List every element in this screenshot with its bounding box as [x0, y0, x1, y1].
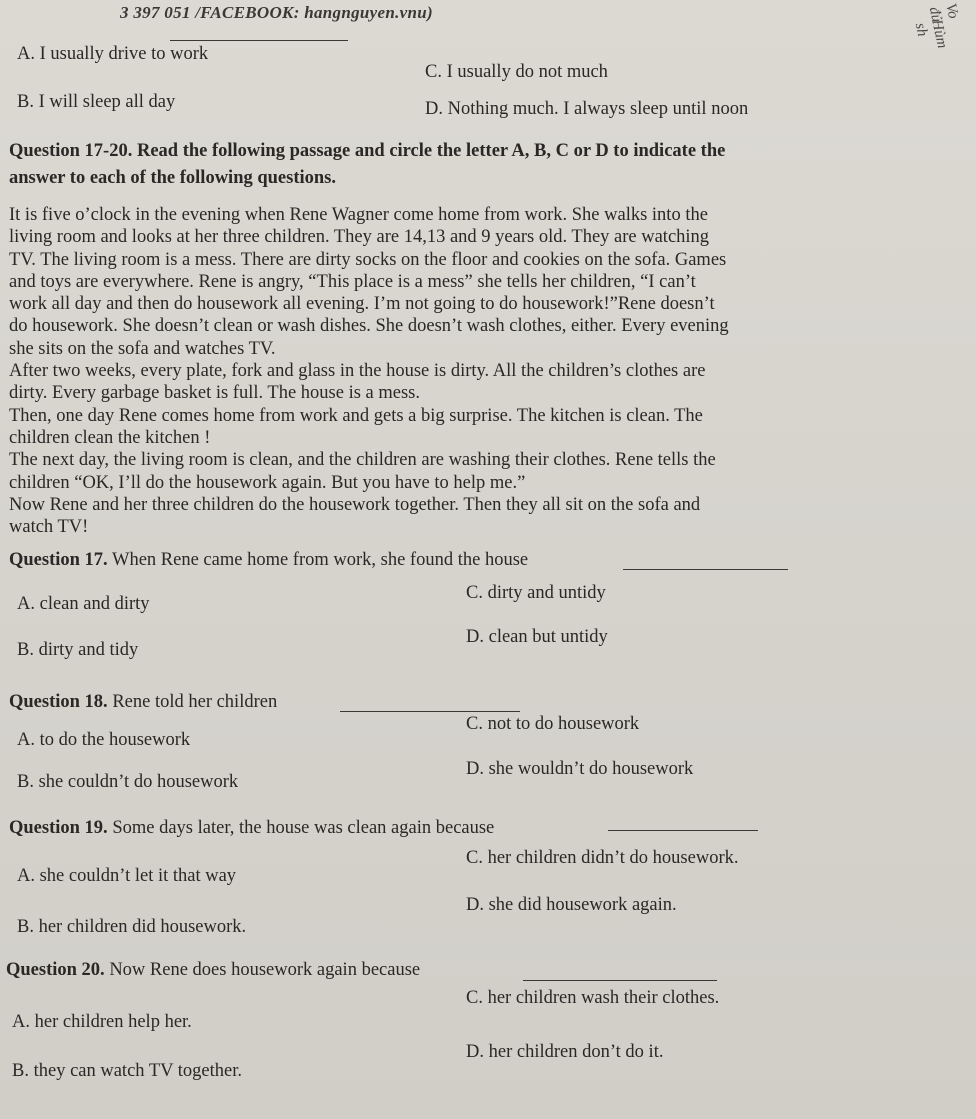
section-title: Question 17-20. Read the following passage and circle the letter A, B, C or D to indicate the	[9, 141, 726, 161]
passage-line: living room and looks at her three children. They are 14,13 and 9 years old. They are watching	[9, 227, 710, 248]
q20-option-a: A. her children help her.	[12, 1012, 192, 1032]
answer-blank	[608, 830, 758, 831]
q17-option-b: B. dirty and tidy	[17, 640, 139, 660]
question-label: Question 17.	[9, 550, 108, 570]
q19-option-a: A. she couldn’t let it that way	[17, 866, 237, 886]
answer-blank	[623, 569, 788, 570]
passage-line: children “OK, I’ll do the housework again. But you have to help me.”	[9, 472, 526, 493]
q20-option-c: C. her children wash their clothes.	[466, 988, 720, 1008]
passage-line: TV. The living room is a mess. There are dirty socks on the floor and cookies on the sofa. Games	[9, 249, 727, 270]
reading-passage	[9, 204, 729, 538]
q19-option-c: C. her children didn’t do housework.	[466, 848, 739, 868]
q20-option-b: B. they can watch TV together.	[12, 1061, 242, 1081]
page-header: 3 397 051 /FACEBOOK: hangnguyen.vnu)	[120, 3, 433, 22]
question-label: Question 20.	[6, 960, 105, 980]
passage-line: It is five o’clock in the evening when Rene Wagner come home from work. She walks into the	[9, 205, 708, 225]
question-label: Question 18.	[9, 692, 108, 712]
question-text: Rene told her children	[112, 692, 278, 712]
q20-option-d: D. her children don’t do it.	[466, 1042, 664, 1062]
q17-option-a: A. clean and dirty	[17, 594, 150, 614]
answer-blank	[523, 980, 717, 981]
passage-line: After two weeks, every plate, fork and glass in the house is dirty. All the children’s clothes are	[9, 361, 706, 382]
question-17-stem	[9, 551, 528, 570]
q17-option-d: D. clean but untidy	[466, 627, 608, 647]
q18-option-b: B. she couldn’t do housework	[17, 772, 239, 792]
q18-option-d: D. she wouldn’t do housework	[466, 759, 694, 779]
q19-option-b: B. her children did housework.	[17, 917, 247, 937]
q17-option-c: C. dirty and untidy	[466, 583, 606, 603]
header-underline	[170, 40, 348, 41]
answer-blank	[340, 711, 520, 712]
passage-line: do housework. She doesn’t clean or wash dishes. She doesn’t wash clothes, either. Every evening	[9, 316, 729, 337]
question-label: Question 19.	[9, 818, 108, 838]
margin-note: Vo đủ	[925, 2, 962, 24]
question-20-stem	[6, 961, 420, 980]
passage-line: watch TV!	[9, 517, 89, 538]
q18-option-c: C. not to do housework	[466, 714, 640, 734]
passage-line: dirty. Every garbage basket is full. The house is a mess.	[9, 383, 421, 404]
passage-line: she sits on the sofa and watches TV.	[9, 338, 276, 359]
passage-line: The next day, the living room is clean, and the children are washing their clothes. Rene tells the	[9, 450, 716, 471]
prev-option-d: D. Nothing much. I always sleep until noon	[425, 99, 749, 119]
prev-option-c: C. I usually do not much	[425, 62, 608, 82]
passage-line: and toys are everywhere. Rene is angry, “This place is a mess” she tells her children, “I can’t	[9, 271, 696, 292]
margin-note: Hùm sh	[911, 18, 951, 50]
question-text: When Rene came home from work, she found the house	[111, 550, 529, 570]
question-19-stem	[9, 819, 494, 838]
question-text: Now Rene does housework again because	[109, 960, 421, 980]
question-18-stem	[9, 693, 277, 712]
prev-option-b: B. I will sleep all day	[17, 92, 176, 112]
passage-line: Then, one day Rene comes home from work and gets a big surprise. The kitchen is clean. The	[9, 405, 703, 426]
passage-line: children clean the kitchen !	[9, 427, 211, 448]
passage-line: Now Rene and her three children do the housework together. Then they all sit on the sofa and	[9, 494, 701, 515]
prev-option-a: A. I usually drive to work	[17, 44, 209, 64]
q18-option-a: A. to do the housework	[17, 730, 191, 750]
passage-line: work all day and then do housework all evening. I’m not going to do housework!”Rene doesn’t	[9, 294, 715, 315]
section-title-cont: answer to each of the following questions.	[9, 168, 337, 188]
question-text: Some days later, the house was clean again because	[112, 818, 495, 838]
q19-option-d: D. she did housework again.	[466, 895, 677, 915]
